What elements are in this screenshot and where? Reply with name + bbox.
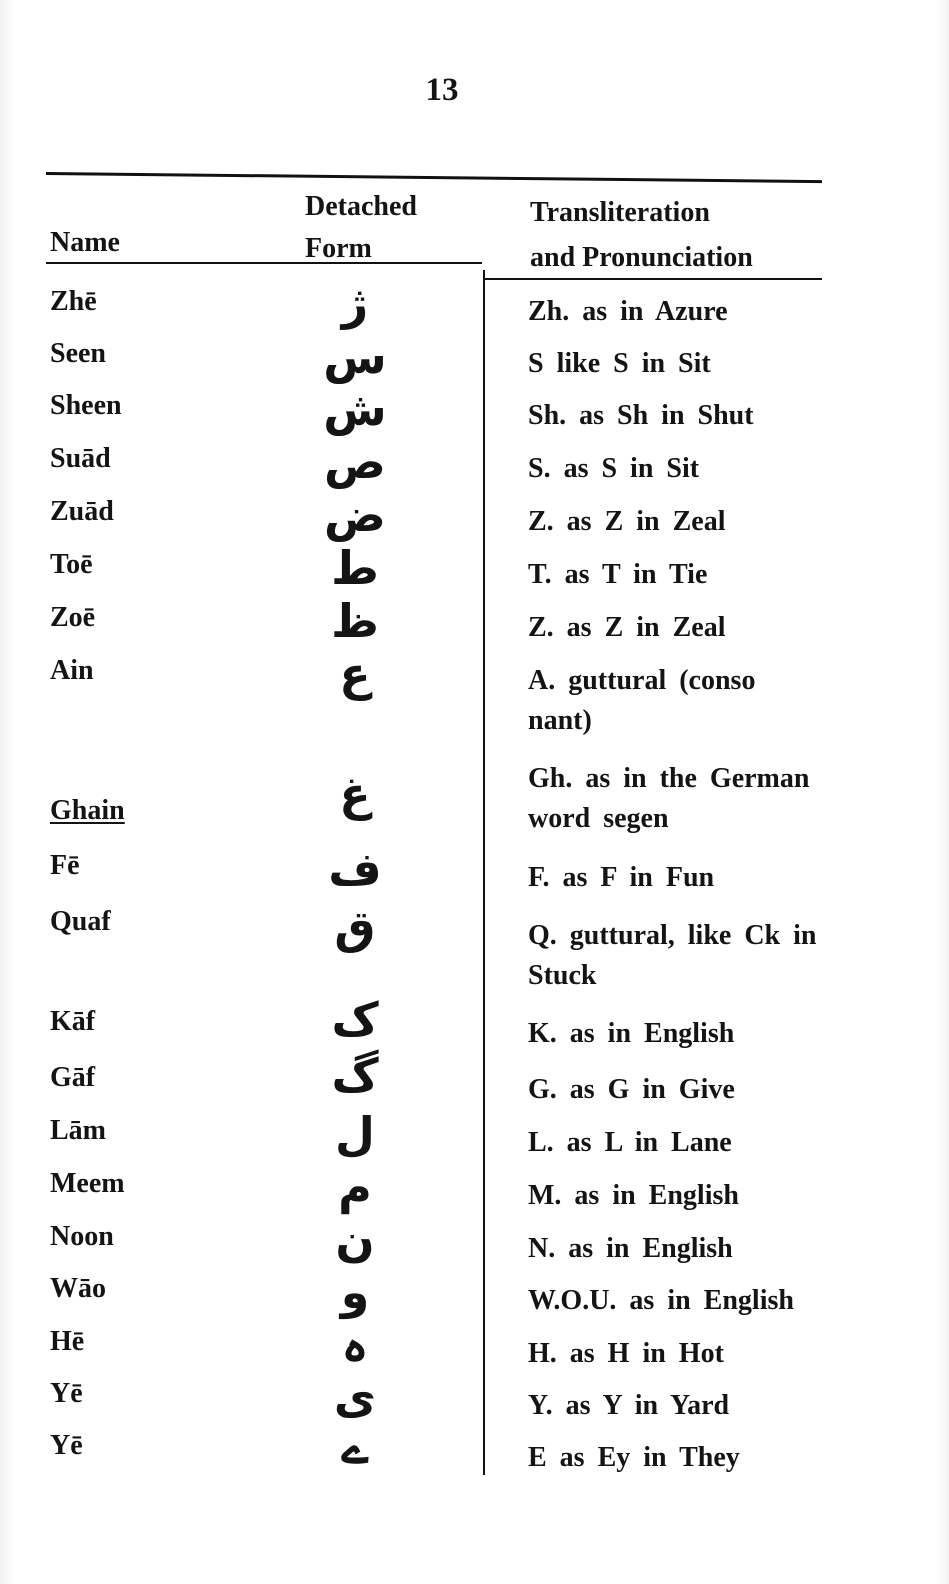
letter-transliteration: S like S in Sit bbox=[528, 348, 711, 379]
letter-form: ی bbox=[333, 1370, 377, 1424]
letter-name: Hē bbox=[50, 1326, 85, 1357]
letter-transliteration: Sh. as Sh in Shut bbox=[528, 400, 754, 431]
table-top-rule bbox=[46, 172, 822, 183]
letter-name: Seen bbox=[50, 338, 106, 369]
letter-name: Kāf bbox=[50, 1006, 96, 1037]
letter-form: س bbox=[323, 330, 387, 384]
letter-form: ش bbox=[323, 382, 387, 436]
letter-form: غ bbox=[339, 767, 371, 821]
letter-form: ص bbox=[324, 435, 386, 489]
letter-transliteration: W.O.U. as in English bbox=[528, 1285, 794, 1316]
letter-name: Suād bbox=[50, 443, 111, 474]
letter-form: ظ bbox=[331, 594, 379, 648]
letter-form: ق bbox=[334, 900, 376, 954]
letter-form: و bbox=[340, 1265, 370, 1319]
letter-transliteration: Z. as Z in Zeal bbox=[528, 506, 726, 537]
letter-transliteration: M. as in English bbox=[528, 1180, 739, 1211]
letter-form: ژ bbox=[341, 276, 369, 330]
header-detached-line1: Detached bbox=[305, 191, 417, 222]
column-divider bbox=[483, 270, 485, 1475]
header-rule-right bbox=[484, 278, 822, 280]
letter-form: ن bbox=[335, 1213, 375, 1267]
letter-name: Toē bbox=[50, 549, 93, 580]
letter-name: Ain bbox=[50, 655, 94, 686]
letter-form: ع bbox=[339, 647, 371, 701]
letter-transliteration: T. as T in Tie bbox=[528, 559, 708, 590]
letter-name: Fē bbox=[50, 850, 80, 881]
letter-form: گ bbox=[331, 1048, 379, 1102]
header-transliteration-line2: and Pronunciation bbox=[530, 242, 753, 273]
letter-transliteration: Zh. as in Azure bbox=[528, 296, 728, 327]
page-number: 13 bbox=[425, 72, 459, 108]
letter-form: ف bbox=[328, 842, 382, 896]
letter-name: Ghain bbox=[50, 795, 125, 826]
letter-transliteration: G. as G in Give bbox=[528, 1074, 735, 1105]
letter-name: Quaf bbox=[50, 906, 111, 937]
letter-name: Noon bbox=[50, 1221, 114, 1252]
letter-name: Gāf bbox=[50, 1062, 96, 1093]
letter-transliteration: A. guttural (conso nant) bbox=[528, 665, 756, 736]
letter-name: Zhē bbox=[50, 286, 97, 317]
header-transliteration-line1: Transliteration bbox=[530, 197, 710, 228]
letter-form: ل bbox=[335, 1107, 375, 1161]
letter-name: Yē bbox=[50, 1430, 83, 1461]
letter-transliteration: K. as in English bbox=[528, 1018, 735, 1049]
letter-transliteration: Z. as Z in Zeal bbox=[528, 612, 726, 643]
letter-transliteration: Gh. as in the German word segen bbox=[528, 763, 810, 834]
letter-name: Zoē bbox=[50, 602, 96, 633]
letter-transliteration: S. as S in Sit bbox=[528, 453, 700, 484]
letter-transliteration: H. as H in Hot bbox=[528, 1338, 724, 1369]
letter-transliteration: Q. guttural, like Ck in Stuck bbox=[528, 920, 817, 991]
letter-form: ہ bbox=[341, 1318, 369, 1372]
header-rule-left bbox=[46, 262, 482, 264]
letter-name: Yē bbox=[50, 1378, 83, 1409]
letter-form: ط bbox=[331, 541, 379, 595]
letter-transliteration: N. as in English bbox=[528, 1233, 733, 1264]
letter-name: Wāo bbox=[50, 1273, 106, 1304]
letter-name: Zuād bbox=[50, 496, 114, 527]
letter-form: ض bbox=[324, 488, 386, 542]
letter-form: ے bbox=[341, 1420, 369, 1474]
letter-transliteration: Y. as Y in Yard bbox=[528, 1390, 730, 1421]
letter-transliteration: F. as F in Fun bbox=[528, 862, 715, 893]
letter-form: م bbox=[338, 1160, 372, 1214]
letter-name: Lām bbox=[50, 1115, 106, 1146]
header-name: Name bbox=[50, 227, 120, 258]
letter-transliteration: E as Ey in They bbox=[528, 1442, 740, 1473]
header-detached-line2: Form bbox=[305, 233, 372, 264]
letter-transliteration: L. as L in Lane bbox=[528, 1127, 732, 1158]
letter-name: Sheen bbox=[50, 390, 122, 421]
letter-form: ک bbox=[331, 992, 379, 1046]
letter-name: Meem bbox=[50, 1168, 125, 1199]
